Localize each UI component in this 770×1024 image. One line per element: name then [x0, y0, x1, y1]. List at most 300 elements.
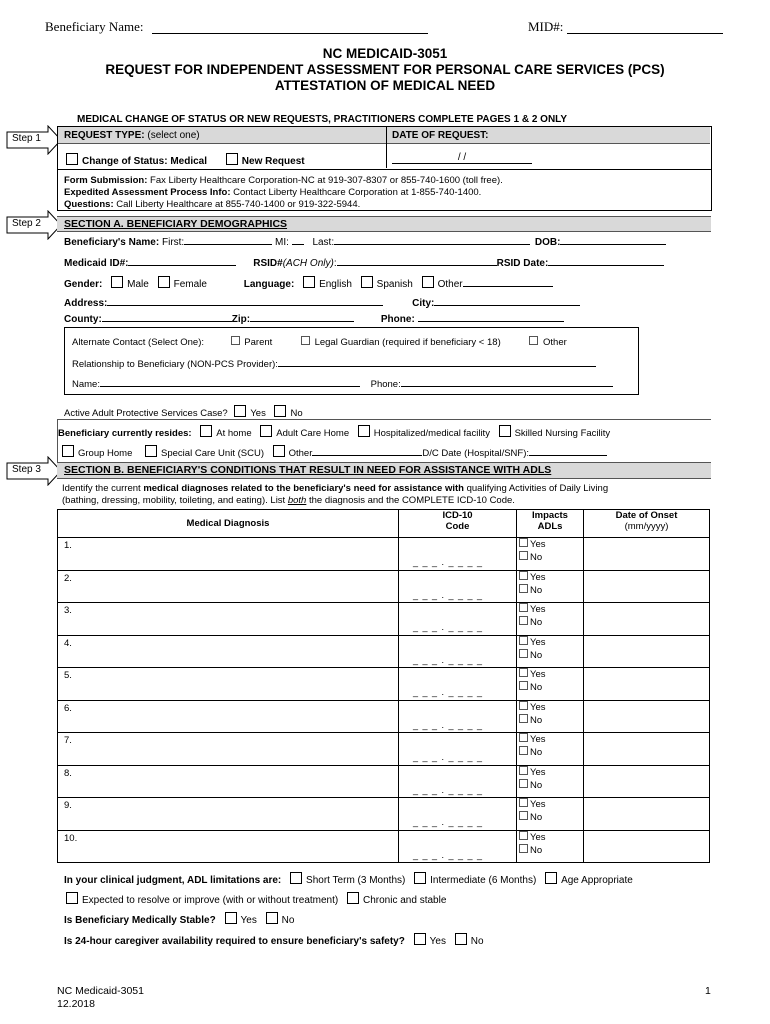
county-label: County: [64, 314, 102, 325]
mid-label: MID#: [528, 19, 564, 34]
expected-checkbox[interactable] [66, 892, 78, 904]
adl-yes-label: Yes [530, 604, 546, 615]
care-no-checkbox[interactable] [455, 933, 467, 945]
other-language-field[interactable] [463, 277, 553, 287]
diagnosis-cell[interactable] [58, 733, 399, 766]
icd-code-mask: _ _ _ . _ _ _ _ [413, 557, 484, 567]
icd-code-mask: _ _ _ . _ _ _ _ [413, 719, 484, 730]
rsid-date-label: RSID Date: [496, 258, 549, 269]
expedited-label: Expedited Assessment Process Info: [64, 187, 231, 198]
adl-no-checkbox[interactable] [519, 779, 528, 788]
change-of-status-label: Change of Status: Medical [82, 156, 208, 167]
icd-code-cell[interactable] [399, 700, 517, 733]
alt-contact-row [72, 336, 567, 349]
adl-yes-checkbox[interactable] [519, 571, 528, 580]
impacts-adls-cell [517, 765, 584, 798]
adl-no-checkbox[interactable] [519, 844, 528, 853]
at-home-label: At home [216, 428, 252, 439]
adl-yes-label: Yes [530, 669, 546, 680]
adl-no-option[interactable] [517, 779, 583, 792]
col-diagnosis-label: Medical Diagnosis [186, 518, 270, 529]
male-checkbox[interactable] [111, 276, 123, 288]
col-adl-header [517, 510, 584, 538]
onset-date-cell[interactable] [584, 765, 710, 798]
row-number: 6. [64, 702, 72, 714]
resides-row [58, 425, 610, 440]
diagnosis-table [57, 509, 710, 863]
intro-2b: both [287, 495, 307, 506]
beneficiary-name-label: Beneficiary Name: [45, 19, 144, 34]
zip-field[interactable] [250, 312, 354, 322]
adl-no-label: No [530, 747, 543, 758]
form-submission-text: Fax Liberty Healthcare Corporation-NC at 919-307-8307 or 855-740-1600 (toll free). [150, 175, 503, 186]
beneficiary-name-line[interactable] [152, 33, 428, 34]
adl-no-checkbox[interactable] [519, 681, 528, 690]
address-row [64, 296, 580, 310]
icd-code-mask: _ _ _ . _ _ _ _ [413, 687, 484, 697]
onset-date-cell[interactable] [584, 635, 710, 668]
step-1-arrow [6, 125, 50, 155]
icd-code-mask: _ _ _ . _ _ _ _ [413, 622, 484, 632]
adl-no-checkbox[interactable] [519, 616, 528, 625]
adl-yes-label: Yes [530, 571, 546, 583]
adl-no-option[interactable] [517, 681, 583, 694]
stable-no-checkbox[interactable] [266, 912, 278, 924]
adl-no-checkbox[interactable] [519, 584, 528, 593]
footer-date: 12.2018 [57, 998, 95, 1010]
diagnosis-cell[interactable] [58, 570, 399, 603]
section-b-title: SECTION B. BENEFICIARY'S CONDITIONS THAT RESULT IN NEED FOR ASSISTANCE WITH ADLS [64, 464, 552, 476]
icd-code-cell[interactable] [399, 733, 517, 766]
name-row [64, 235, 666, 249]
row-number: 8. [64, 767, 72, 779]
aps-yes-checkbox[interactable] [234, 405, 246, 417]
table-row [58, 570, 710, 603]
date-of-request-label: DATE OF REQUEST: [392, 130, 489, 141]
adl-no-checkbox[interactable] [519, 746, 528, 755]
adl-yes-option[interactable] [517, 733, 583, 746]
adl-no-checkbox[interactable] [519, 811, 528, 820]
caregiver-question: Is 24-hour caregiver availability required to ensure beneficiary's safety? [64, 936, 405, 947]
zip-label: Zip: [231, 314, 251, 325]
at-home-checkbox[interactable] [200, 425, 212, 437]
rsid-label: RSID# [253, 258, 283, 269]
impacts-adls-cell [517, 733, 584, 766]
alt-contact-label: Alternate Contact (Select One): [72, 337, 205, 348]
adl-no-label: No [530, 812, 543, 823]
intro-2c: the diagnosis and the COMPLETE ICD-10 Code. [306, 495, 515, 506]
row-number: 3. [64, 605, 72, 616]
phone-field[interactable] [418, 312, 564, 322]
table-row [58, 765, 710, 798]
table-row [58, 603, 710, 636]
adl-no-checkbox[interactable] [519, 551, 528, 560]
adl-yes-label: Yes [530, 799, 546, 810]
intro-2a: (bathing, dressing, mobility, toileting, and eating). List [62, 495, 288, 506]
aps-row [64, 405, 303, 420]
impacts-adls-cell [517, 668, 584, 701]
request-options [60, 153, 305, 168]
diagnosis-cell[interactable] [58, 700, 399, 733]
res-other-checkbox[interactable] [273, 445, 285, 457]
title-line-3: ATTESTATION OF MEDICAL NEED [274, 78, 496, 93]
icd-code-cell[interactable] [399, 765, 517, 798]
col-adl-label-1: Impacts [532, 510, 568, 521]
row-number: 2. [64, 572, 72, 584]
diagnosis-cell[interactable] [58, 635, 399, 668]
adl-no-option[interactable] [517, 811, 583, 824]
mi-label: MI: [274, 237, 289, 248]
hospitalized-label: Hospitalized/medical facility [373, 428, 490, 439]
address-field[interactable] [107, 296, 383, 306]
impacts-adls-cell [517, 700, 584, 733]
adult-care-label: Adult Care Home [276, 428, 350, 439]
col-onset-label-1: Date of Onset [615, 510, 678, 521]
step-2-arrow [6, 210, 50, 240]
icd-code-cell[interactable] [399, 570, 517, 603]
adl-no-option[interactable] [517, 584, 583, 597]
adl-yes-checkbox[interactable] [519, 636, 528, 645]
impacts-adls-cell [517, 570, 584, 603]
impacts-adls-cell [517, 635, 584, 668]
icd-code-mask: _ _ _ . _ _ _ _ [413, 752, 484, 762]
adl-yes-option[interactable] [517, 798, 583, 811]
adl-yes-option[interactable] [517, 766, 583, 779]
english-label: English [319, 279, 352, 290]
adl-no-option[interactable] [517, 551, 583, 564]
adl-no-label: No [530, 617, 543, 628]
limitations-row-2 [60, 892, 446, 907]
adl-yes-label: Yes [530, 734, 546, 745]
table-row [58, 538, 710, 571]
col-adl-label-2: ADLs [537, 521, 563, 532]
impacts-adls-cell [517, 798, 584, 831]
intro-1b: medical diagnoses related to the beneficiary's need for assistance with [143, 483, 464, 494]
onset-date-cell[interactable] [584, 538, 710, 571]
adl-yes-label: Yes [530, 831, 546, 843]
adl-yes-checkbox[interactable] [519, 538, 528, 547]
adl-yes-checkbox[interactable] [519, 798, 528, 807]
adl-yes-option[interactable] [517, 668, 583, 681]
date-slashes: / / [457, 152, 467, 163]
medicaid-row: Medicaid ID#: RSID#(ACH Only): RSID Date: [64, 256, 664, 270]
other-language-label: Other [437, 279, 463, 290]
icd-code-mask: _ _ _ . _ _ _ _ [413, 784, 484, 795]
snf-label: Skilled Nursing Facility [514, 428, 611, 439]
adl-yes-option[interactable] [517, 636, 583, 649]
hospitalized-checkbox[interactable] [358, 425, 370, 437]
scu-label: Special Care Unit (SCU) [161, 448, 264, 459]
short-term-checkbox[interactable] [290, 872, 302, 884]
icd-code-cell[interactable] [399, 603, 517, 636]
impacts-adls-cell [517, 830, 584, 863]
rsid-note: (ACH Only) [282, 258, 334, 269]
resides-row-2 [60, 445, 607, 460]
care-yes-checkbox[interactable] [414, 933, 426, 945]
english-checkbox[interactable] [303, 276, 315, 288]
medicaid-id-label: Medicaid ID#: [64, 258, 129, 269]
adult-care-checkbox[interactable] [260, 425, 272, 437]
alt-name-row [72, 377, 613, 391]
col-icd-header [399, 510, 517, 538]
questions-text: Call Liberty Healthcare at 855-740-1400 or 919-322-5944. [116, 199, 361, 210]
icd-code-cell[interactable] [399, 830, 517, 863]
res-other-field[interactable] [312, 446, 422, 456]
adl-yes-label: Yes [530, 636, 546, 648]
aps-no-checkbox[interactable] [274, 405, 286, 417]
intro-1c: qualifying Activities of Daily Living [463, 483, 609, 494]
county-row [64, 312, 564, 326]
onset-date-cell[interactable] [584, 798, 710, 831]
adl-yes-option[interactable] [517, 701, 583, 714]
impacts-adls-cell [517, 603, 584, 636]
dc-date-field[interactable] [529, 446, 607, 456]
title-line-2: REQUEST FOR INDEPENDENT ASSESSMENT FOR PERSONAL CARE SERVICES (PCS) [105, 62, 665, 77]
onset-date-cell[interactable] [584, 570, 710, 603]
table-row [58, 668, 710, 701]
aps-label: Active Adult Protective Services Case? [64, 408, 228, 419]
female-checkbox[interactable] [158, 276, 170, 288]
alt-phone-field[interactable] [401, 377, 613, 387]
county-field[interactable] [102, 312, 232, 322]
request-type-row [64, 130, 200, 142]
new-request-checkbox[interactable] [226, 153, 238, 165]
icd-code-mask: _ _ _ . _ _ _ _ [413, 589, 484, 600]
adl-yes-label: Yes [530, 701, 546, 713]
footer-page-number: 1 [705, 985, 711, 997]
first-label: First: [161, 237, 185, 248]
form-submission-label: Form Submission: [64, 175, 148, 186]
adl-no-option[interactable] [517, 844, 583, 857]
relationship-label: Relationship to Beneficiary (NON-PCS Provider): [72, 359, 278, 370]
adl-yes-option[interactable] [517, 603, 583, 616]
col-onset-header [584, 510, 710, 538]
table-row [58, 798, 710, 831]
request-type-label: REQUEST TYPE: [64, 130, 145, 141]
row-number: 4. [64, 637, 72, 649]
diagnosis-cell[interactable] [58, 668, 399, 701]
alt-other-checkbox[interactable] [529, 336, 538, 345]
onset-date-cell[interactable] [584, 830, 710, 863]
icd-code-cell[interactable] [399, 635, 517, 668]
diagnosis-header-row [58, 510, 710, 538]
spanish-label: Spanish [376, 279, 413, 290]
diagnosis-rows [58, 538, 710, 863]
stable-yes-label: Yes [240, 915, 257, 926]
diagnosis-cell[interactable] [58, 830, 399, 863]
female-label: Female [173, 279, 207, 290]
stable-question: Is Beneficiary Medically Stable? [64, 915, 216, 926]
questions-label: Questions: [64, 199, 114, 210]
care-no-label: No [470, 936, 484, 947]
icd-code-mask: _ _ _ . _ _ _ _ [413, 654, 484, 665]
relationship-field[interactable] [278, 357, 596, 367]
aps-no-label: No [290, 408, 303, 419]
row-number: 5. [64, 670, 72, 681]
phone-label: Phone: [380, 314, 415, 325]
last-label: Last: [312, 237, 335, 248]
city-label: City: [412, 298, 435, 309]
step-1-label: Step 1 [12, 133, 41, 144]
adl-no-option[interactable] [517, 649, 583, 662]
dob-label: DOB: [534, 237, 561, 248]
adl-yes-label: Yes [530, 539, 546, 550]
diagnosis-cell[interactable] [58, 538, 399, 571]
icd-code-cell[interactable] [399, 538, 517, 571]
adl-no-option[interactable] [517, 714, 583, 727]
date-of-request-field[interactable] [392, 152, 532, 164]
icd-code-cell[interactable] [399, 668, 517, 701]
adl-yes-checkbox[interactable] [519, 603, 528, 612]
gender-label: Gender: [64, 279, 103, 290]
adl-no-label: No [530, 649, 543, 661]
beneficiary-name-field-label: Beneficiary's Name: [64, 237, 160, 248]
rsid-field[interactable] [337, 256, 497, 266]
expedited-text: Contact Liberty Healthcare Corporation at 1-855-740-1400. [233, 187, 482, 198]
expedited-line [64, 187, 481, 199]
group-home-checkbox[interactable] [62, 445, 74, 457]
chronic-checkbox[interactable] [347, 892, 359, 904]
mid-line[interactable] [567, 33, 723, 34]
onset-date-cell[interactable] [584, 700, 710, 733]
res-other-label: Other [288, 448, 313, 459]
intermediate-checkbox[interactable] [414, 872, 426, 884]
adl-no-label: No [530, 779, 543, 791]
short-term-label: Short Term (3 Months) [306, 875, 406, 886]
section-b-intro-2 [62, 495, 515, 507]
first-name-field[interactable] [184, 235, 272, 245]
section-b-intro-1 [62, 483, 608, 495]
adl-yes-option[interactable] [517, 538, 583, 551]
diagnosis-cell[interactable] [58, 603, 399, 636]
dc-date-label: D/C Date (Hospital/SNF): [422, 448, 530, 459]
table-row [58, 635, 710, 668]
guardian-label: Legal Guardian (required if beneficiary < 18) [314, 337, 501, 348]
intro-1a: Identify the current [62, 483, 144, 494]
city-field[interactable] [434, 296, 580, 306]
adl-no-label: No [530, 584, 543, 596]
dob-field[interactable] [560, 235, 666, 245]
alt-name-field[interactable] [100, 377, 360, 387]
section-a-title: SECTION A. BENEFICIARY DEMOGRAPHICS [64, 218, 288, 230]
intermediate-label: Intermediate (6 Months) [430, 875, 537, 886]
adl-no-label: No [530, 552, 543, 563]
other-language-checkbox[interactable] [422, 276, 434, 288]
adl-no-option[interactable] [517, 616, 583, 629]
col-icd-label-1: ICD-10 [442, 510, 473, 521]
limitations-row [64, 872, 633, 887]
adl-no-option[interactable] [517, 746, 583, 759]
title-line-1: NC MEDICAID-3051 [322, 46, 448, 61]
age-appropriate-label: Age Appropriate [561, 875, 633, 886]
stable-no-label: No [281, 915, 295, 926]
mi-field[interactable] [292, 235, 304, 245]
resides-label: Beneficiary currently resides: [58, 428, 192, 439]
aps-yes-label: Yes [250, 408, 266, 419]
adl-yes-label: Yes [530, 766, 546, 778]
alt-name-label: Name: [72, 379, 100, 390]
parent-checkbox[interactable] [231, 336, 240, 345]
stable-yes-checkbox[interactable] [225, 912, 237, 924]
step-2-label: Step 2 [12, 218, 41, 229]
icd-code-cell[interactable] [399, 798, 517, 831]
care-yes-label: Yes [429, 936, 446, 947]
row-number: 1. [64, 540, 72, 551]
icd-code-mask: _ _ _ . _ _ _ _ [413, 817, 484, 827]
onset-date-cell[interactable] [584, 733, 710, 766]
footer-form-name: NC Medicaid-3051 [57, 985, 144, 997]
scu-checkbox[interactable] [145, 445, 157, 457]
adl-yes-checkbox[interactable] [519, 668, 528, 677]
adl-yes-checkbox[interactable] [519, 831, 528, 840]
row-number: 10. [64, 832, 78, 844]
adl-no-label: No [530, 682, 543, 693]
diagnosis-cell[interactable] [58, 765, 399, 798]
request-divider [386, 127, 387, 168]
table-row [58, 733, 710, 766]
step-3-arrow [6, 456, 50, 486]
table-row [58, 830, 710, 863]
instruction-text: MEDICAL CHANGE OF STATUS OR NEW REQUESTS, PRACTITIONERS COMPLETE PAGES 1 & 2 ONLY [77, 114, 568, 125]
limitations-label: In your clinical judgment, ADL limitations are: [64, 875, 282, 886]
adl-yes-checkbox[interactable] [519, 766, 528, 775]
row-number: 7. [64, 735, 72, 746]
alt-other-label: Other [543, 337, 567, 348]
snf-checkbox[interactable] [499, 425, 511, 437]
expected-label: Expected to resolve or improve (with or without treatment) [82, 895, 339, 906]
medicaid-id-field[interactable] [128, 256, 236, 266]
questions-line [64, 199, 360, 211]
adl-yes-option[interactable] [517, 831, 583, 844]
address-label: Address: [64, 298, 108, 309]
group-home-label: Group Home [78, 448, 133, 459]
adl-no-checkbox[interactable] [519, 649, 528, 658]
adl-yes-option[interactable] [517, 571, 583, 584]
col-icd-label-2: Code [445, 521, 470, 532]
chronic-label: Chronic and stable [363, 895, 447, 906]
male-label: Male [127, 279, 149, 290]
last-name-field[interactable] [334, 235, 530, 245]
table-row [58, 700, 710, 733]
impacts-adls-cell [517, 538, 584, 571]
col-diagnosis-header [58, 510, 399, 538]
icd-code-mask: _ _ _ . _ _ _ _ [413, 849, 484, 860]
adl-yes-checkbox[interactable] [519, 701, 528, 710]
adl-no-label: No [530, 844, 543, 856]
form-submission-line [64, 175, 503, 187]
diagnosis-cell[interactable] [58, 798, 399, 831]
caregiver-row [64, 933, 484, 948]
new-request-label: New Request [241, 156, 305, 167]
row-number: 9. [64, 800, 72, 811]
stable-row [64, 912, 294, 927]
change-of-status-checkbox[interactable] [66, 153, 78, 165]
spanish-checkbox[interactable] [361, 276, 373, 288]
request-type-hint: (select one) [147, 130, 200, 141]
step-3-label: Step 3 [12, 464, 41, 475]
col-onset-label-2: (mm/yyyy) [624, 521, 669, 532]
guardian-checkbox[interactable] [301, 336, 310, 345]
adl-yes-checkbox[interactable] [519, 733, 528, 742]
gender-language-row [64, 276, 553, 291]
adl-no-checkbox[interactable] [519, 714, 528, 723]
language-label: Language: [243, 279, 295, 290]
onset-date-cell[interactable] [584, 668, 710, 701]
age-appropriate-checkbox[interactable] [545, 872, 557, 884]
alt-phone-label: Phone: [370, 379, 401, 390]
rsid-date-field[interactable] [548, 256, 664, 266]
onset-date-cell[interactable] [584, 603, 710, 636]
